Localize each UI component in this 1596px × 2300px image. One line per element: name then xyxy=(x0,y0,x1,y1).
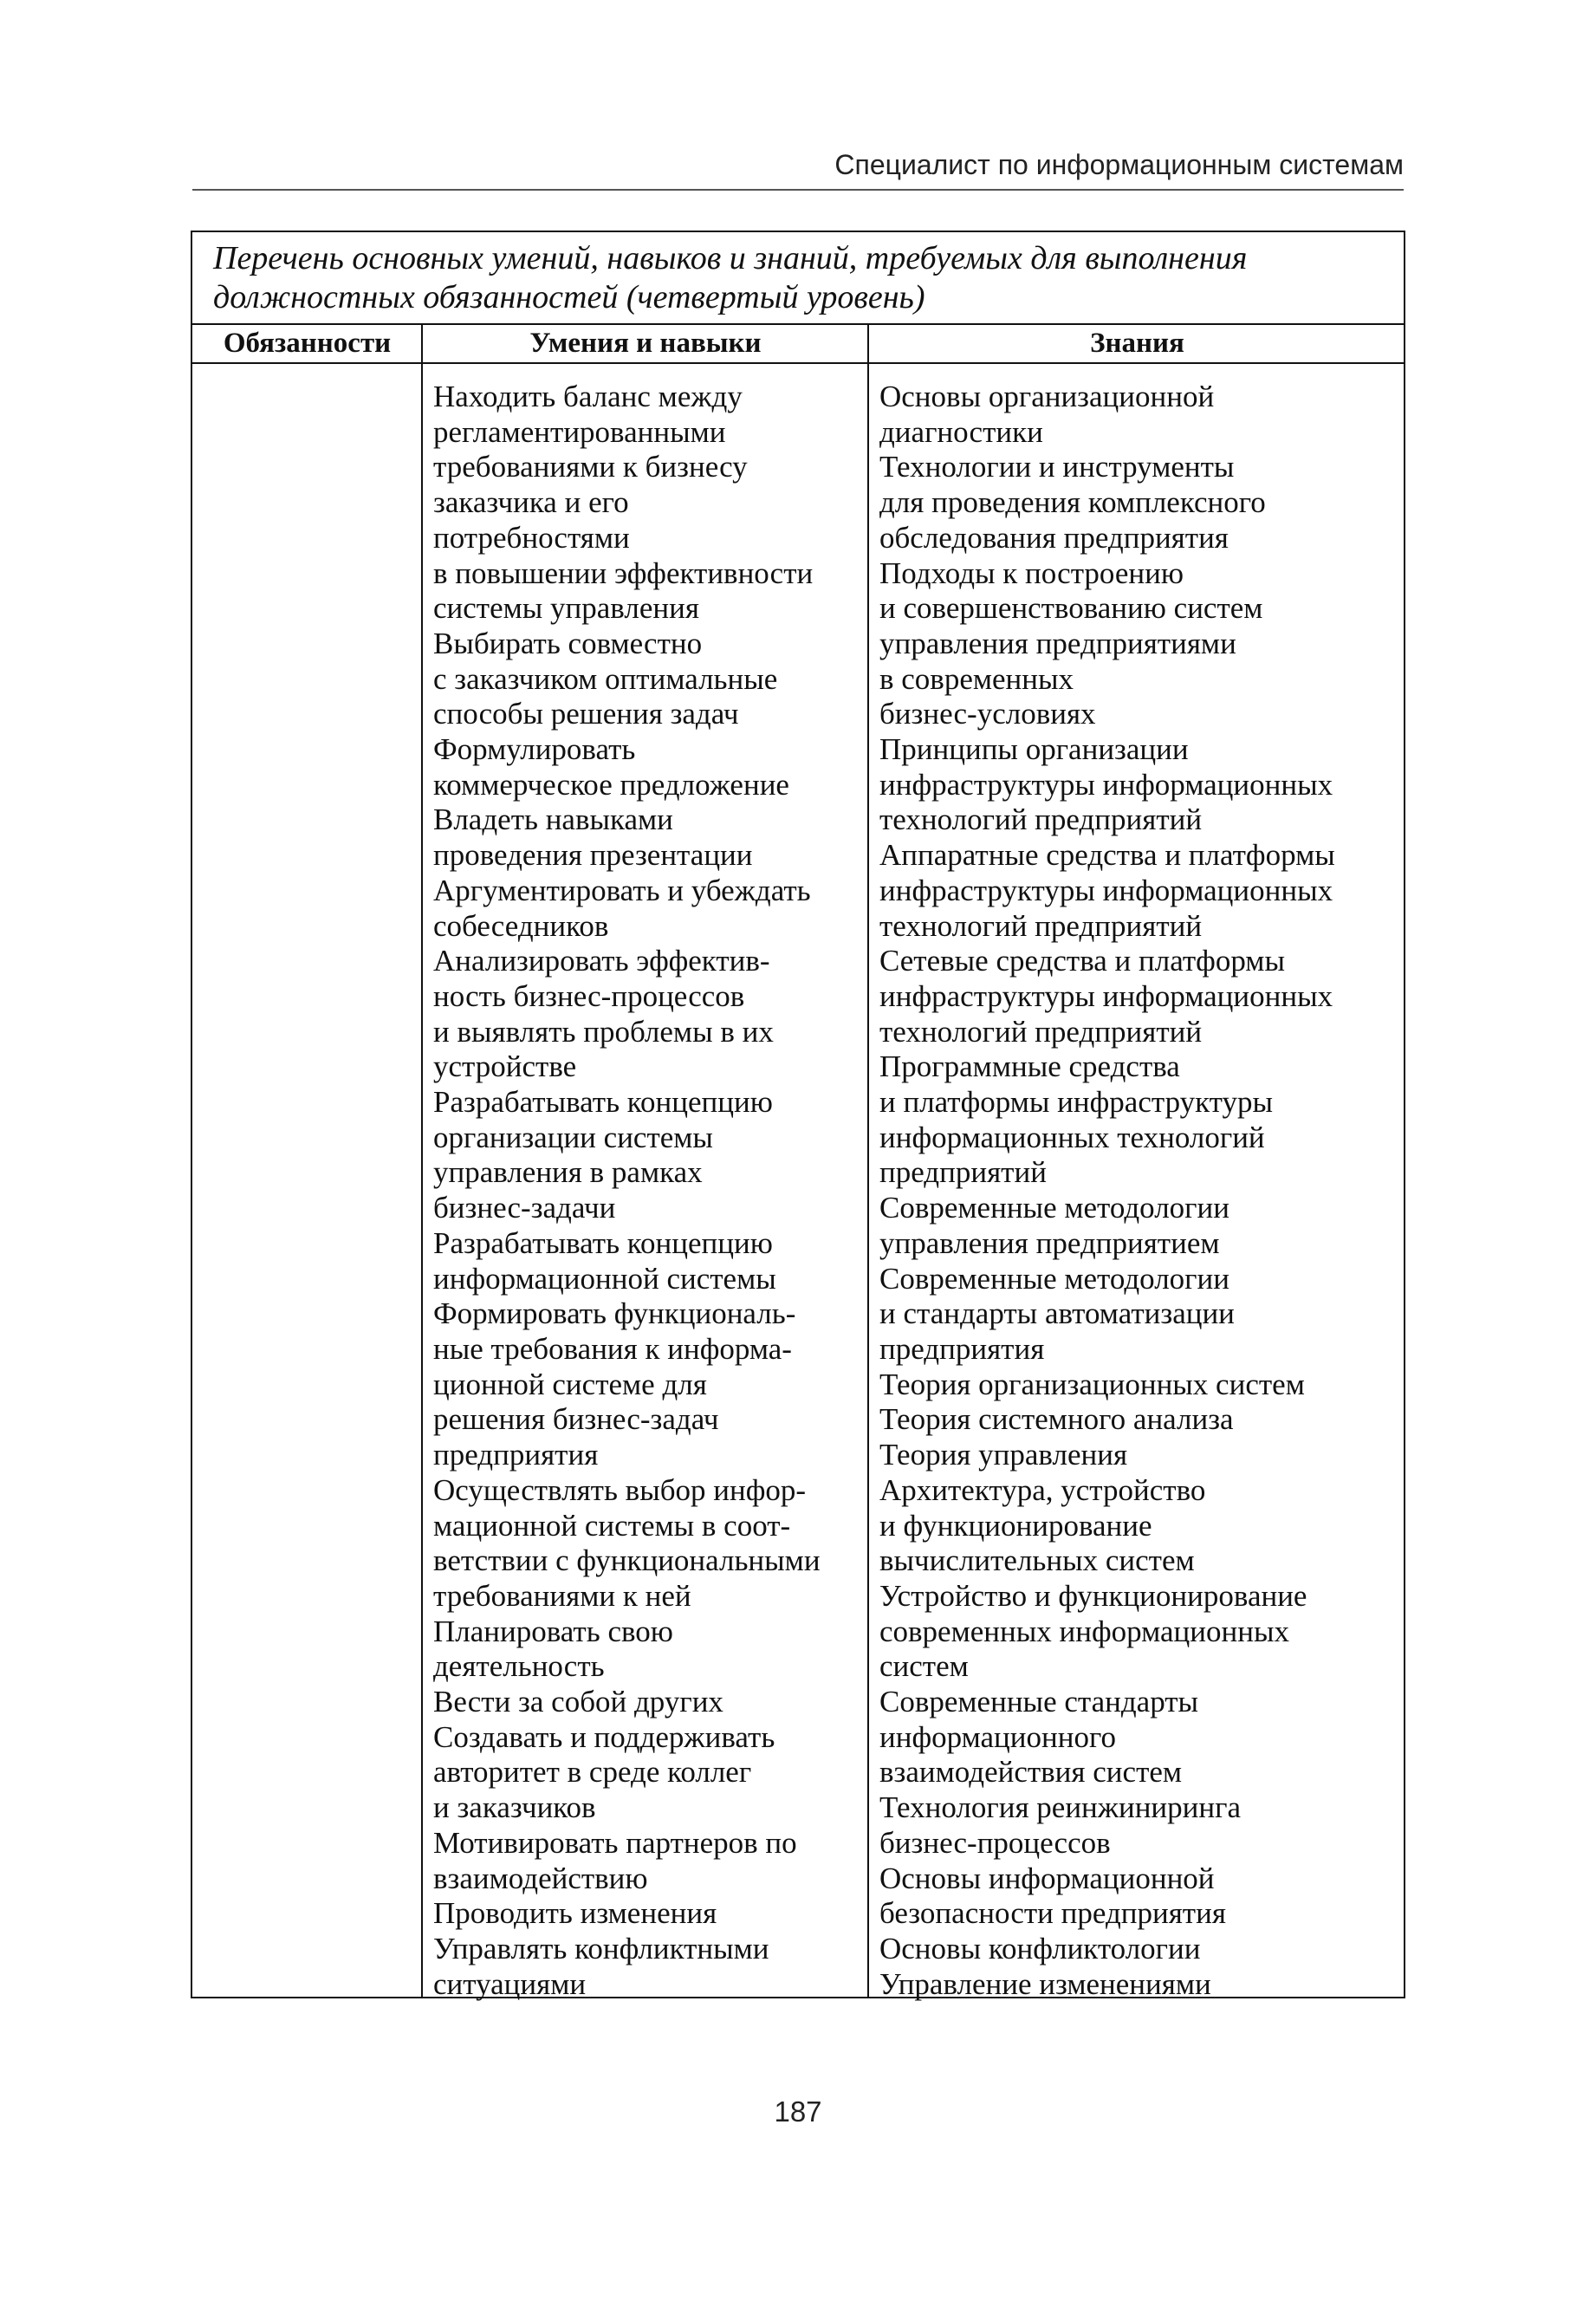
column-header-knowledge: Знания xyxy=(1090,328,1184,359)
page-number: 187 xyxy=(774,2095,822,2128)
knowledge-cell: Основы организационной диагностики Технологии и инструменты для проведения комплексного обследования предприятия Подходы к построению и совершенствованию систем управления предприятиями в современных бизнес-условиях Принципы организации инфраструктуры информационных технологий предприятий Аппаратные средства и платформы инфраструктуры информационных технологий предприятий Сетевые средства и платформы инфраструктуры информационных технологий предприятий Программные средства и платформы инфраструктуры информационных технологий предприятий Современные методологии управления предприятием Современные методологии и стандарты автоматизации предприятия Теория организационных систем Теория системного анализа Теория управления Архитектура, устройство и функционирование вычислительных систем Устройство и функционирование современных информационных систем Современные стандарты информационного взаимодействия систем Технология реинжиниринга бизнес-процессов Основы информационной безопасности предприятия Основы конфликтологии Управление изменениями xyxy=(879,380,1335,2001)
table-caption: Перечень основных умений, навыков и знаний, требуемых для выполнения должностных обязанностей (четвертый уровень) xyxy=(192,232,1404,325)
column-divider xyxy=(867,325,869,1997)
column-header-duties: Обязанности xyxy=(223,328,392,359)
running-header: Специалист по информационным системам xyxy=(834,149,1404,180)
header-rule xyxy=(192,189,1404,191)
skills-cell: Находить баланс между регламентированными требованиями к бизнесу заказчика и его потребностями в повышении эффективности системы управления Выбирать совместно с заказчиком оптимальные способы решения задач Формулировать коммерческое предложение Владеть навыками проведения презентации Аргументировать и убеждать собеседников Анализировать эффектив- ность бизнес-процессов и выявлять проблемы в их устройстве Разрабатывать концепцию организации системы управления в рамках бизнес-задачи Разрабатывать концепцию информационной системы Формировать функциональ- ные требования к информа- ционной системе для решения бизнес-задач предприятия Осуществлять выбор инфор- мационной системы в соот- ветствии с функциональными требованиями к ней Планировать свою деятельность Вести за собой других Создавать и поддерживать авторитет в среде коллег и заказчиков Мотивировать партнеров по взаимодействию Проводить изменения Управлять конфликтными ситуациями xyxy=(433,380,821,2001)
column-divider xyxy=(421,325,423,1997)
column-header-skills: Умения и навыки xyxy=(529,328,762,359)
table-header-row xyxy=(192,325,1404,364)
competency-table xyxy=(191,231,1405,2001)
